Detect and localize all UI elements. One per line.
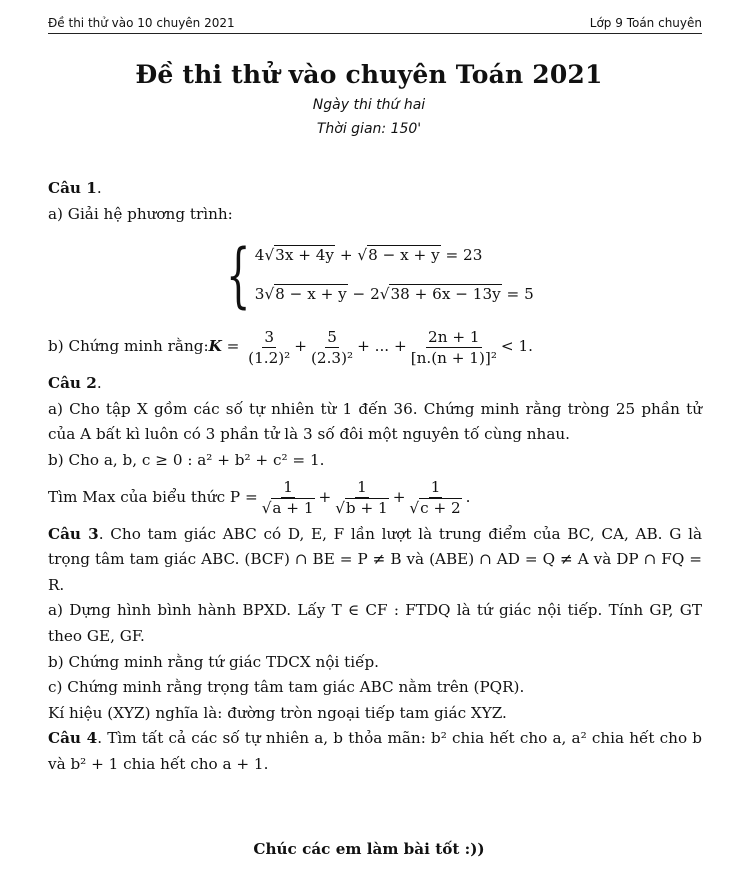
q3-note: Kí hiệu (XYZ) nghĩa là: đường tròn ngoại tiếp tam giác XYZ. [48, 703, 507, 722]
equation-1: 4√3x + 4y + √8 − x + y = 23 [254, 245, 483, 264]
q1-a-intro: a) Giải hệ phương trình: [48, 204, 233, 223]
q1-b: b) Chứng minh rằng: K = $\frac{3}{\text{(1.2)²}}$ + $\frac{5}{\text{(2.3)²}}$ + ... + $\frac{2n + 1}{\text{[n.(n + 1)]²}}$ < 1. [48, 327, 533, 367]
exam-title: Đề thi thử vào chuyên Toán 2021 [135, 60, 603, 89]
q1-heading: Câu 1. [48, 179, 102, 197]
equation-2: 3√8 − x + y − 2√38 + 6x − 13y = 5 [254, 285, 534, 304]
q3-intro: Câu 3. Cho tam giác ABC có D, E, F lần lượt là trung điểm của BC, CA, AB. G là trọng tâm tam giác ABC. (BCF) ∩ BE = P ≠ B và (ABE) ∩ AD = Q ≠ A và DP ∩ FQ = R. [48, 524, 703, 594]
left-brace: { [226, 234, 251, 317]
q2-b1: b) Cho a, b, c ≥ 0 : a² + b² + c² = 1. [48, 450, 325, 469]
equation-system [48, 234, 702, 317]
page-header [48, 14, 702, 34]
header-right: Lớp 9 Toán chuyên [589, 16, 702, 30]
q3-b: b) Chứng minh rằng tứ giác TDCX nội tiếp. [48, 652, 379, 671]
q3-c: c) Chứng minh rằng trọng tâm tam giác ABC nằm trên (PQR). [48, 678, 525, 697]
q2-a: a) Cho tập X gồm các số tự nhiên từ 1 đến 36. Chứng minh rằng tròng 25 phần tử của A bất kì luôn có 3 phần tử là 3 số đôi một nguyên tố cùng nhau. [48, 399, 702, 444]
exam-subtitle: Ngày thi thứ hai [312, 97, 426, 113]
q2-b2: Tìm Max của biểu thức P = $\frac{1}{√a + 1}$ + $\frac{1}{√b + 1}$ + $\frac{1}{√c + 2}$ . [48, 478, 471, 518]
q4-text: Câu 4. Tìm tất cả các số tự nhiên a, b thỏa mãn: b² chia hết cho a, a² chia hết cho b và b² + 1 chia hết cho a + 1. [48, 729, 702, 773]
exam-body [48, 176, 702, 778]
q3-a: a) Dựng hình bình hành BPXD. Lấy T ∈ CF : FTDQ là tứ giác nội tiếp. Tính GP, GT theo GE, GF. [48, 601, 702, 645]
q2-heading: Câu 2. [48, 374, 102, 393]
title-block [0, 60, 738, 137]
exam-time: Thời gian: 150' [316, 121, 422, 137]
header-left: Đề thi thử vào 10 chuyên 2021 [48, 16, 235, 30]
closing-line: Chúc các em làm bài tốt :)) [253, 840, 485, 858]
